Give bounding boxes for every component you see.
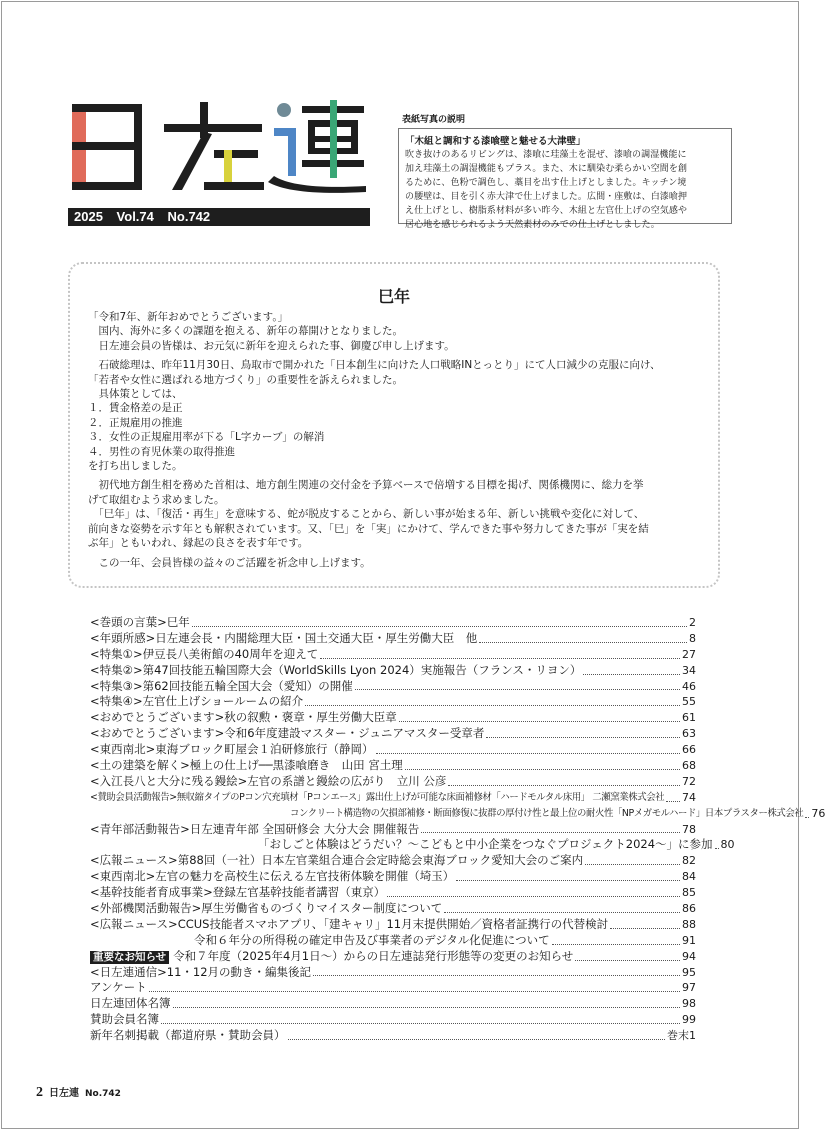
toc-leader-dots xyxy=(399,721,680,722)
essay-line: 「若者や女性に選ばれる地方づくり」の重要性を訴えられました。 xyxy=(88,373,403,386)
toc-entry xyxy=(90,663,696,679)
cover-title: 「木組と調和する漆喰壁と魅せる大津壁」 xyxy=(405,136,586,147)
toc-entry xyxy=(90,615,696,631)
essay-line: １．賃金格差の是正 xyxy=(88,402,183,415)
page-number: 2 xyxy=(36,1085,43,1100)
toc-title: <おめでとうございます>秋の叙勲・褒章・厚生労働大臣章 xyxy=(90,710,397,725)
toc-title: <特集②>第47回技能五輪国際大会（WorldSkills Lyon 2024）実施報告（フランス・リヨン） xyxy=(90,662,582,677)
toc-page-number: 99 xyxy=(682,1013,696,1027)
toc-title: 令和７年度（2025年4月1日～）からの日左連誌発行形態等の変更のお知らせ xyxy=(173,948,574,963)
toc-leader-dots xyxy=(585,864,680,865)
toc-title: <特集④>左官仕上げショールームの紹介 xyxy=(90,694,304,709)
essay-line: げて取組むよう求めました。 xyxy=(88,493,225,506)
essay-line: 具体策としては、 xyxy=(88,388,183,401)
toc-entry xyxy=(90,1028,696,1044)
toc-page-number: 2 xyxy=(689,615,696,629)
toc-leader-dots xyxy=(805,817,809,818)
toc-entry xyxy=(90,710,696,726)
toc-leader-dots xyxy=(552,944,680,945)
essay-line: ４．男性の育児休業の取得推進 xyxy=(88,445,235,458)
toc-leader-dots xyxy=(583,674,680,675)
toc-page-number: 34 xyxy=(682,663,696,677)
toc-entry xyxy=(90,679,696,695)
essay-line: 国内、海外に多くの課題を抱える、新年の幕開けとなりました。 xyxy=(88,325,403,338)
toc-title: 日左連団体名簿 xyxy=(90,996,171,1011)
toc-leader-dots xyxy=(288,1039,666,1040)
essay-line: 石破総理は、昨年11月30日、鳥取市で開かれた「日本創生に向けた人口戦略INとっとり」にて人口減少の克服に向け、 xyxy=(88,359,661,372)
essay-line: 「令和7年、新年おめでとうございます。」 xyxy=(88,311,289,323)
toc-leader-dots xyxy=(575,960,680,961)
toc-entry xyxy=(90,949,696,965)
toc-title: 令和６年分の所得税の確定申告及び事業者のデジタル化促進について xyxy=(194,932,550,947)
toc-entry xyxy=(90,631,696,647)
toc-page-number: 55 xyxy=(682,695,696,709)
toc-entry xyxy=(90,965,696,981)
toc-page-number: 98 xyxy=(682,997,696,1011)
toc-title: <土の建築を解く>極上の仕上げ──黒漆喰磨き 山田 宮土理 xyxy=(90,758,403,772)
toc-page-number: 94 xyxy=(682,949,696,963)
toc-title: <広報ニュース>第88回（一社）日本左官業組合連合会定時総会東海ブロック愛知大会のご案内 xyxy=(90,853,584,868)
toc-page-number: 95 xyxy=(682,965,696,979)
nissaren-logo xyxy=(68,98,368,194)
footer-issue-number: No.742 xyxy=(85,1089,121,1099)
toc-page-number: 74 xyxy=(682,790,696,804)
toc-entry xyxy=(90,806,825,822)
toc-entry xyxy=(90,901,696,917)
toc-page-number: 78 xyxy=(682,822,696,836)
cover-heading: 表紙写真の説明 xyxy=(402,115,466,125)
toc-page-number: 27 xyxy=(682,647,696,661)
essay-box xyxy=(68,262,720,588)
toc-title: <広報ニュース>CCUS技能者スマホアプリ、「建キャリ」11月末提供開始／資格者証携行の代替検討 xyxy=(90,916,609,931)
toc-entry xyxy=(90,837,735,853)
toc-leader-dots xyxy=(610,928,680,929)
toc-page-number: 76 xyxy=(811,806,825,820)
toc-page-number: 86 xyxy=(682,902,696,916)
toc-page-number: 85 xyxy=(682,886,696,900)
essay-line: 前向きな姿勢を示す年とも解釈されています。又、「巳」を「実」にかけて、学んできた事や努力してきた事が「実を結 xyxy=(88,522,649,535)
toc-entry xyxy=(90,726,696,742)
toc-title: 賛助会員名簿 xyxy=(90,1012,159,1027)
toc-page-number: 8 xyxy=(689,631,696,645)
toc-title: <東西南北>東海ブロック町屋会１泊研修旅行（静岡） xyxy=(90,742,374,757)
toc-entry xyxy=(90,1012,696,1028)
essay-line: この一年、会員皆様の益々のご活躍を祈念申し上げます。 xyxy=(88,556,371,569)
toc-leader-dots xyxy=(448,785,680,786)
toc-title: 新年名刺掲載（都道府県・賛助会員） xyxy=(90,1028,286,1043)
essay-line: 「巳年」は、「復活・再生」を意味する、蛇が脱皮することから、新しい事が始まる年、新しい挑戦や変化に対して、 xyxy=(88,508,645,521)
toc-page-number: 82 xyxy=(682,854,696,868)
toc-page-number: 66 xyxy=(682,743,696,757)
issue-number: No.742 xyxy=(167,209,211,224)
toc-entry xyxy=(90,694,696,710)
toc-leader-dots xyxy=(456,880,680,881)
toc-leader-dots xyxy=(715,848,719,849)
essay-line: 初代地方創生相を務めた首相は、地方創生関連の交付金を予算ベースで倍増する目標を掲げ、関係機関に、総力を挙 xyxy=(88,479,644,492)
toc-entry xyxy=(90,790,696,806)
toc-leader-dots xyxy=(486,737,680,738)
cover-text xyxy=(405,148,725,232)
issue-bar xyxy=(68,208,370,226)
toc-page-number: 46 xyxy=(682,679,696,693)
toc-title: コンクリート構造物の欠損部補修・断面修復に抜群の厚付け性と最上位の耐火性「NPメガモルハード」日本プラスター株式会社 xyxy=(290,807,804,819)
toc-entry xyxy=(90,758,696,774)
toc-leader-dots xyxy=(313,975,680,976)
cover-line: 吹き抜けのあるリビングは、漆喰に珪藻土を混ぜ、漆喰の調湿機能に xyxy=(405,150,687,160)
toc-page-number: 巻末1 xyxy=(667,1029,696,1043)
cover-line: の腰壁は、目を引く赤大津で仕上げました。広間・座敷は、白漆喰押 xyxy=(405,192,688,202)
toc-title: <おめでとうございます>令和6年度建設マスター・ジュニアマスター受章者 xyxy=(90,726,485,741)
toc-page-number: 61 xyxy=(682,711,696,725)
toc-entry xyxy=(90,822,696,838)
table-of-contents xyxy=(90,614,825,1044)
toc-title: <外部機関活動報告>厚生労働省ものづくりマイスター制度について xyxy=(90,901,443,916)
toc-page-number: 63 xyxy=(682,727,696,741)
toc-leader-dots xyxy=(161,1023,680,1024)
toc-leader-dots xyxy=(376,753,680,754)
toc-leader-dots xyxy=(305,705,680,706)
toc-leader-dots xyxy=(320,658,680,659)
toc-entry xyxy=(90,885,696,901)
toc-title: 「おしごと体験はどうだい？～こどもと中小企業をつなぐプロジェクト2024～」に参加 xyxy=(258,837,713,852)
toc-page-number: 80 xyxy=(720,838,735,852)
essay-line: ３．女性の正規雇用率が下る「L字カーブ」の解消 xyxy=(88,431,325,444)
essay-line: ２．正規雇用の推進 xyxy=(88,416,183,429)
toc-entry xyxy=(90,742,696,758)
toc-entry xyxy=(90,774,696,790)
toc-page-number: 72 xyxy=(682,774,696,788)
cover-description-box xyxy=(398,128,732,230)
toc-leader-dots xyxy=(444,912,680,913)
toc-page-number: 68 xyxy=(682,759,696,772)
toc-entry xyxy=(90,853,696,869)
toc-entry xyxy=(90,980,696,996)
cover-line: るために、色粉で調色し、藁目を出す仕上げとしました。キッチン境 xyxy=(405,178,687,188)
toc-leader-dots xyxy=(421,832,680,833)
toc-leader-dots xyxy=(173,1007,681,1008)
toc-leader-dots xyxy=(666,801,680,802)
cover-line: 加え珪藻土の調湿機能もプラス。また、木に馴染む柔らかい空間を創 xyxy=(405,164,688,174)
toc-title: <賛助会員活動報告>無収縮タイプのPコン穴充填材「Pコンエース」露出仕上げが可能な床面補修材「ハードモルタル床用」 二瀬窯業株式会社 xyxy=(90,791,665,803)
toc-leader-dots xyxy=(149,991,680,992)
toc-entry xyxy=(90,869,696,885)
toc-leader-dots xyxy=(479,642,687,643)
toc-leader-dots xyxy=(387,896,680,897)
cover-line: え仕上げとし、樹脂系材料が多い昨今、木組と左官仕上げの空気感や xyxy=(405,206,688,216)
toc-entry xyxy=(90,917,696,933)
toc-entry xyxy=(90,996,696,1012)
essay-title: 巳年 xyxy=(377,287,410,306)
toc-page-number: 84 xyxy=(682,870,696,884)
toc-title: <日左連通信>11・12月の動き・編集後記 xyxy=(90,964,312,979)
essay-line: を打ち出しました。 xyxy=(88,460,183,473)
issue-volume: Vol.74 xyxy=(116,209,154,224)
toc-leader-dots xyxy=(355,689,680,690)
magazine-name: 日左連 xyxy=(49,1088,79,1099)
toc-title: <基幹技能者育成事業>登録左官基幹技能者講習（東京） xyxy=(90,885,386,900)
toc-title: <特集①>伊豆長八美術館の40周年を迎えて xyxy=(90,646,319,661)
cover-line: 居心地を感じられるよう天然素材のみでの仕上げとしました。 xyxy=(405,220,660,230)
toc-title: <巻頭の言葉>巳年 xyxy=(90,614,190,629)
important-notice-badge: 重要なお知らせ xyxy=(90,951,169,964)
toc-leader-dots xyxy=(405,769,680,770)
toc-entry xyxy=(90,647,696,663)
issue-year: 2025 xyxy=(74,209,103,224)
toc-title: <青年部活動報告>日左連青年部 全国研修会 大分大会 開催報告 xyxy=(90,821,420,836)
toc-entry xyxy=(90,933,696,949)
toc-leader-dots xyxy=(192,626,687,627)
toc-page-number: 97 xyxy=(682,981,696,995)
toc-page-number: 88 xyxy=(682,917,696,931)
toc-title: <特集③>第62回技能五輪全国大会（愛知）の開催 xyxy=(90,678,353,693)
essay-body xyxy=(88,310,700,570)
toc-title: <東西南北>左官の魅力を高校生に伝える左官技術体験を開催（埼玉） xyxy=(90,869,455,884)
toc-page-number: 91 xyxy=(682,933,696,947)
toc-title: <年頭所感>日左連会長・内閣総理大臣・国土交通大臣・厚生労働大臣 他 xyxy=(90,630,478,645)
toc-title: <入江長八と大分に残る鏝絵>左官の系譜と鏝絵の広がり 立川 公彦 xyxy=(90,773,447,788)
essay-line: ぶ年」ともいわれ、縁起の良さを表す年です。 xyxy=(88,537,309,550)
toc-title: アンケート xyxy=(90,980,147,995)
page-footer xyxy=(36,1084,121,1101)
essay-line: 日左連会員の皆様は、お元気に新年を迎えられた事、御慶び申し上げます。 xyxy=(88,339,455,352)
